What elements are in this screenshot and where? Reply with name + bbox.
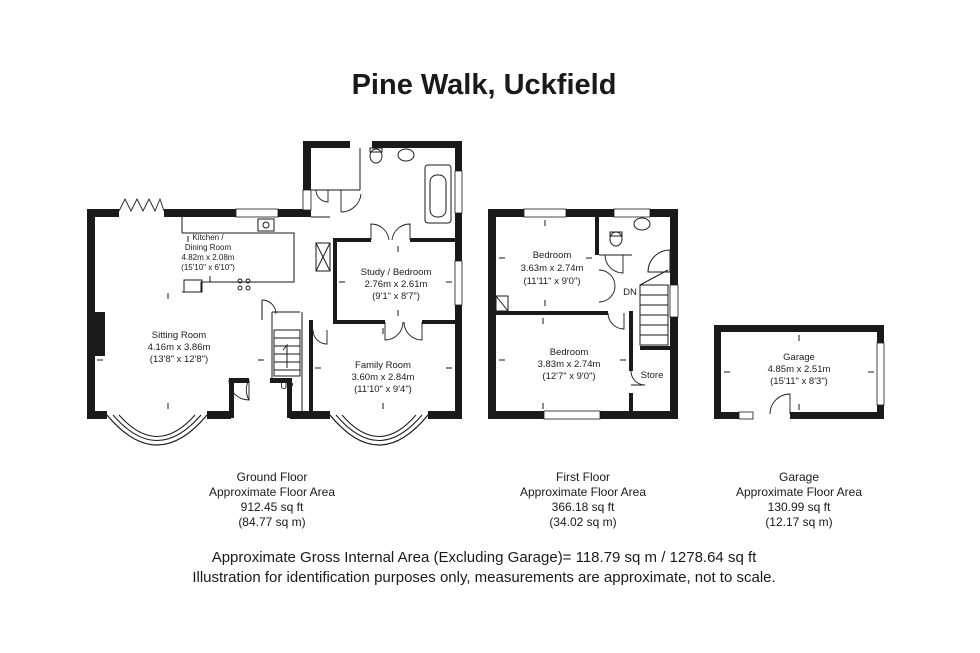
store-label: Store xyxy=(640,370,664,381)
first-floor-caption xyxy=(520,470,646,529)
garage-caption-line2: Approximate Floor Area xyxy=(735,485,863,499)
bedroom2-imperial: (12'7" x 9'0") xyxy=(542,371,596,382)
garage-caption-line3: 130.99 sq ft xyxy=(767,500,831,514)
garage-caption xyxy=(736,470,862,529)
kitchen-label xyxy=(181,233,235,272)
family-room-metric: 3.60m x 2.84m xyxy=(351,372,415,383)
family-room-name: Family Room xyxy=(355,360,411,371)
ground-floor-caption xyxy=(209,470,335,529)
ground-floor-caption-line3: 912.45 sq ft xyxy=(240,500,304,514)
sitting-room-name: Sitting Room xyxy=(151,330,207,341)
family-room-imperial: (11'10" x 9'4") xyxy=(354,384,412,395)
stairs-up-label: UP xyxy=(280,381,294,392)
family-room-bay-window xyxy=(330,415,428,445)
stairs-down-label: DN xyxy=(623,287,637,298)
garage-door-window xyxy=(739,412,753,419)
page-title: Pine Walk, Uckfield xyxy=(351,69,617,101)
study-name: Study / Bedroom xyxy=(360,267,432,278)
kitchen-name-2: Dining Room xyxy=(184,243,232,252)
ground-floor-plan xyxy=(87,141,462,445)
garage-caption-line1: Garage xyxy=(778,470,820,484)
garage-window xyxy=(877,343,884,405)
bedroom1-metric: 3.63m x 2.74m xyxy=(520,263,584,274)
garage-imperial: (15'11" x 8'3") xyxy=(770,376,828,387)
bifold-door xyxy=(119,199,164,211)
bedroom2-label xyxy=(538,347,601,382)
study-imperial: (9'1" x 8'7") xyxy=(372,291,420,302)
kitchen-name: Kitchen / xyxy=(192,233,224,242)
first-floor-caption-line1: First Floor xyxy=(556,470,610,484)
bedroom1-imperial: (11'11" x 9'0") xyxy=(523,276,581,287)
sitting-room-label xyxy=(148,330,211,365)
ground-floor-caption-line2: Approximate Floor Area xyxy=(208,485,336,499)
bedroom1-label xyxy=(521,250,584,287)
ground-floor-stairs xyxy=(274,330,300,376)
garage-plan xyxy=(714,325,884,419)
kitchen-metric: 4.82m x 2.08m xyxy=(181,253,235,262)
first-floor-plan xyxy=(488,209,678,419)
bathroom-fittings xyxy=(370,148,451,223)
ground-floor-caption-line4: (84.77 sq m) xyxy=(238,515,306,529)
first-floor-caption-line4: (34.02 sq m) xyxy=(549,515,617,529)
first-floor-stairs xyxy=(640,270,668,345)
kitchen-imperial: (15'10" x 6'10") xyxy=(181,263,235,272)
ground-floor-caption-line1: Ground Floor xyxy=(236,470,308,484)
first-floor-caption-line3: 366.18 sq ft xyxy=(551,500,615,514)
study-label xyxy=(361,267,432,302)
garage-caption-line4: (12.17 sq m) xyxy=(765,515,833,529)
garage-label xyxy=(768,352,831,387)
family-room-label xyxy=(352,360,415,395)
study-metric: 2.76m x 2.61m xyxy=(364,279,428,290)
gross-area-note: Approximate Gross Internal Area (Excluding Garage)= 118.79 sq m / 1278.64 sq ft xyxy=(211,549,757,566)
garage-door xyxy=(770,394,790,414)
garage-name: Garage xyxy=(783,352,815,363)
disclaimer-note: Illustration for identification purposes only, measurements are approximate, not to scale. xyxy=(192,569,776,586)
sitting-room-metric: 4.16m x 3.86m xyxy=(147,342,211,353)
sitting-room-bay-window xyxy=(107,415,207,445)
bedroom1-name: Bedroom xyxy=(532,250,572,261)
sitting-room-imperial: (13'8" x 12'8") xyxy=(149,354,209,365)
garage-metric: 4.85m x 2.51m xyxy=(767,364,831,375)
bedroom2-metric: 3.83m x 2.74m xyxy=(537,359,601,370)
first-floor-doors xyxy=(599,255,645,385)
first-floor-caption-line2: Approximate Floor Area xyxy=(519,485,647,499)
first-floor-walls xyxy=(488,209,678,419)
bedroom2-name: Bedroom xyxy=(549,347,589,358)
